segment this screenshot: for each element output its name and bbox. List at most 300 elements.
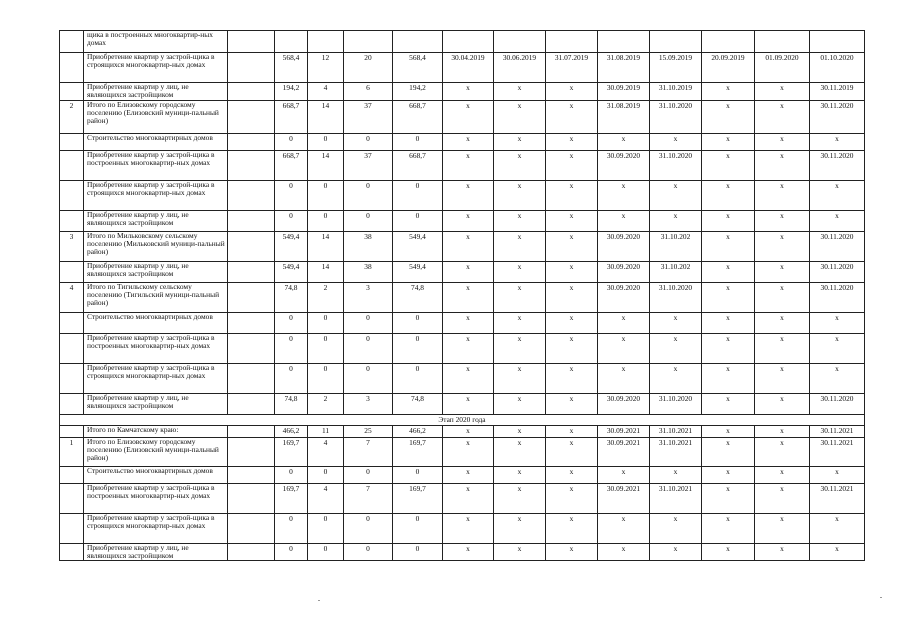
value-cell: x <box>546 467 598 484</box>
value-cell: 0 <box>344 134 393 151</box>
row-name-cell: Приобретение квартир у лиц, не являющихся застройщиком <box>84 544 228 561</box>
value-cell: 3 <box>344 283 393 313</box>
value-cell: x <box>546 262 598 283</box>
value-cell: 7 <box>344 484 393 514</box>
value-cell: x <box>443 426 494 438</box>
value-cell: x <box>443 101 494 134</box>
value-cell: x <box>546 514 598 544</box>
value-cell: 30.11.2020 <box>810 101 865 134</box>
value-cell: 0 <box>393 467 443 484</box>
value-cell <box>546 31 598 53</box>
value-cell: x <box>755 364 810 394</box>
row-name-cell: Итого по Мильковскому сельскому поселению (Мильковский муници-пальный район) <box>84 232 228 262</box>
empty-cell <box>228 101 275 134</box>
value-cell <box>275 31 308 53</box>
table-row <box>60 134 865 151</box>
value-cell: 0 <box>344 181 393 211</box>
value-cell: x <box>443 262 494 283</box>
table-row <box>60 83 865 101</box>
value-cell: x <box>443 83 494 101</box>
value-cell: x <box>702 364 755 394</box>
value-cell: x <box>755 83 810 101</box>
value-cell: 37 <box>344 151 393 181</box>
row-name-cell: Приобретение квартир у лиц, не являющихся застройщиком <box>84 262 228 283</box>
empty-cell <box>228 394 275 415</box>
value-cell: 0 <box>393 334 443 364</box>
table-body <box>60 31 865 561</box>
value-cell: 30.11.2020 <box>810 151 865 181</box>
value-cell: 01.09.2020 <box>755 53 810 83</box>
row-name-cell: Приобретение квартир у лиц, не являющихся застройщиком <box>84 83 228 101</box>
value-cell: x <box>755 514 810 544</box>
value-cell: x <box>546 232 598 262</box>
table-row <box>60 484 865 514</box>
value-cell: x <box>755 151 810 181</box>
value-cell: 31.10.2020 <box>650 151 702 181</box>
value-cell: 31.10.202 <box>650 232 702 262</box>
value-cell: 2 <box>308 283 344 313</box>
value-cell: 30.09.2020 <box>598 262 650 283</box>
value-cell: x <box>702 313 755 334</box>
value-cell <box>443 31 494 53</box>
value-cell: x <box>494 101 546 134</box>
value-cell: 30.11.2020 <box>810 262 865 283</box>
value-cell: x <box>443 467 494 484</box>
value-cell: x <box>702 181 755 211</box>
value-cell: 4 <box>308 438 344 467</box>
table-row <box>60 31 865 53</box>
row-number-cell <box>60 211 84 232</box>
value-cell: 30.11.2020 <box>810 283 865 313</box>
value-cell: 194,2 <box>393 83 443 101</box>
value-cell: x <box>598 181 650 211</box>
value-cell: 14 <box>308 101 344 134</box>
empty-cell <box>228 151 275 181</box>
value-cell: x <box>546 313 598 334</box>
value-cell: x <box>650 134 702 151</box>
value-cell: x <box>755 438 810 467</box>
value-cell: 0 <box>344 211 393 232</box>
value-cell: x <box>702 211 755 232</box>
value-cell: 31.10.2019 <box>650 83 702 101</box>
value-cell: 38 <box>344 232 393 262</box>
value-cell: 0 <box>308 334 344 364</box>
value-cell: 20 <box>344 53 393 83</box>
value-cell: x <box>494 262 546 283</box>
value-cell: x <box>650 313 702 334</box>
value-cell: 6 <box>344 83 393 101</box>
row-number-cell: 3 <box>60 232 84 262</box>
value-cell: x <box>494 484 546 514</box>
empty-cell <box>228 514 275 544</box>
value-cell: x <box>546 394 598 415</box>
value-cell: 31.10.2021 <box>650 484 702 514</box>
value-cell: 30.09.2019 <box>598 83 650 101</box>
value-cell: 0 <box>275 334 308 364</box>
value-cell: x <box>755 101 810 134</box>
table-row <box>60 313 865 334</box>
value-cell: x <box>546 484 598 514</box>
value-cell: 4 <box>308 484 344 514</box>
value-cell: x <box>494 334 546 364</box>
value-cell: 0 <box>308 313 344 334</box>
value-cell: 30.09.2020 <box>598 394 650 415</box>
value-cell: x <box>702 394 755 415</box>
value-cell: 169,7 <box>393 484 443 514</box>
empty-cell <box>228 262 275 283</box>
row-number-cell <box>60 364 84 394</box>
row-name-cell: Итого по Камчатскому краю: <box>84 426 228 438</box>
value-cell: x <box>650 514 702 544</box>
value-cell: x <box>443 181 494 211</box>
value-cell: 549,4 <box>393 262 443 283</box>
value-cell: x <box>810 514 865 544</box>
value-cell: 0 <box>275 364 308 394</box>
value-cell: 0 <box>393 181 443 211</box>
value-cell: x <box>443 484 494 514</box>
value-cell: x <box>702 83 755 101</box>
value-cell: 31.08.2019 <box>598 53 650 83</box>
value-cell: 3 <box>344 394 393 415</box>
value-cell: 0 <box>275 211 308 232</box>
value-cell: x <box>546 364 598 394</box>
value-cell: 74,8 <box>393 283 443 313</box>
value-cell: x <box>494 181 546 211</box>
stage-label: Этап 2020 года <box>60 415 865 426</box>
table-row <box>60 232 865 262</box>
empty-cell <box>228 364 275 394</box>
value-cell: 169,7 <box>275 438 308 467</box>
value-cell: 31.10.2020 <box>650 394 702 415</box>
value-cell: x <box>546 426 598 438</box>
value-cell: 194,2 <box>275 83 308 101</box>
value-cell: x <box>546 283 598 313</box>
value-cell: x <box>494 544 546 561</box>
empty-cell <box>228 313 275 334</box>
value-cell: 31.07.2019 <box>546 53 598 83</box>
row-name-cell: Приобретение квартир у застрой-щика в строящихся многоквартир-ных домах <box>84 53 228 83</box>
row-name-cell: Приобретение квартир у лиц, не являющихся застройщиком <box>84 394 228 415</box>
value-cell: x <box>755 334 810 364</box>
value-cell: 14 <box>308 262 344 283</box>
row-name-cell: Приобретение квартир у застрой-щика в построенных многоквартир-ных домах <box>84 151 228 181</box>
empty-cell <box>228 544 275 561</box>
value-cell: 0 <box>344 313 393 334</box>
value-cell: 7 <box>344 438 393 467</box>
empty-cell <box>228 484 275 514</box>
value-cell: x <box>810 313 865 334</box>
value-cell: 30.06.2019 <box>494 53 546 83</box>
value-cell: x <box>650 364 702 394</box>
value-cell: x <box>494 514 546 544</box>
table-row <box>60 283 865 313</box>
value-cell: 0 <box>344 544 393 561</box>
value-cell: x <box>650 211 702 232</box>
value-cell: x <box>598 211 650 232</box>
table-row <box>60 364 865 394</box>
value-cell: x <box>702 232 755 262</box>
row-name-cell: Итого по Тигильскому сельскому поселению (Тигильский муници-пальный район) <box>84 283 228 313</box>
value-cell: x <box>755 394 810 415</box>
value-cell: 74,8 <box>275 283 308 313</box>
value-cell: x <box>443 514 494 544</box>
value-cell: x <box>702 438 755 467</box>
table-row <box>60 334 865 364</box>
value-cell: 568,4 <box>393 53 443 83</box>
value-cell: 0 <box>393 364 443 394</box>
value-cell: 30.09.2021 <box>598 426 650 438</box>
value-cell: 74,8 <box>393 394 443 415</box>
value-cell: x <box>546 151 598 181</box>
value-cell: x <box>598 544 650 561</box>
value-cell: x <box>443 544 494 561</box>
value-cell: 11 <box>308 426 344 438</box>
value-cell: x <box>443 438 494 467</box>
row-number-cell <box>60 53 84 83</box>
table-row <box>60 426 865 438</box>
value-cell: 01.10.2020 <box>810 53 865 83</box>
value-cell: 0 <box>308 134 344 151</box>
value-cell: x <box>702 514 755 544</box>
row-name-cell: Итого по Елизовскому городскому поселению (Елизовский муници-пальный район) <box>84 438 228 467</box>
value-cell: x <box>702 544 755 561</box>
value-cell: 0 <box>393 134 443 151</box>
scan-speck <box>880 597 882 598</box>
value-cell: x <box>755 211 810 232</box>
value-cell: x <box>755 232 810 262</box>
empty-cell <box>228 134 275 151</box>
row-number-cell <box>60 467 84 484</box>
value-cell: x <box>443 313 494 334</box>
table-row <box>60 262 865 283</box>
value-cell: 30.11.2021 <box>810 426 865 438</box>
empty-cell <box>228 31 275 53</box>
value-cell: 31.10.2021 <box>650 426 702 438</box>
table-row <box>60 151 865 181</box>
value-cell: 0 <box>308 211 344 232</box>
value-cell: 30.09.2021 <box>598 438 650 467</box>
row-number-cell <box>60 31 84 53</box>
value-cell: x <box>494 313 546 334</box>
value-cell: x <box>702 283 755 313</box>
table-row <box>60 181 865 211</box>
value-cell: 31.10.2021 <box>650 438 702 467</box>
row-name-cell: Приобретение квартир у лиц, не являющихся застройщиком <box>84 211 228 232</box>
value-cell <box>393 31 443 53</box>
value-cell: x <box>702 262 755 283</box>
value-cell: 20.09.2019 <box>702 53 755 83</box>
value-cell: 31.10.2020 <box>650 283 702 313</box>
row-number-cell <box>60 514 84 544</box>
row-name-cell: Приобретение квартир у застрой-щика в строящихся многоквартир-ных домах <box>84 514 228 544</box>
value-cell: x <box>810 134 865 151</box>
value-cell: 169,7 <box>275 484 308 514</box>
value-cell: x <box>702 467 755 484</box>
value-cell: 74,8 <box>275 394 308 415</box>
value-cell: 549,4 <box>393 232 443 262</box>
value-cell: 0 <box>308 467 344 484</box>
value-cell: x <box>755 313 810 334</box>
value-cell: 30.04.2019 <box>443 53 494 83</box>
row-name-cell: Приобретение квартир у застрой-щика в строящихся многоквартир-ных домах <box>84 364 228 394</box>
value-cell: 37 <box>344 101 393 134</box>
row-number-cell <box>60 151 84 181</box>
value-cell: x <box>810 181 865 211</box>
value-cell: 30.11.2020 <box>810 394 865 415</box>
row-name-cell: Приобретение квартир у застрой-щика в построенных многоквартир-ных домах <box>84 334 228 364</box>
value-cell: x <box>755 467 810 484</box>
value-cell: x <box>546 334 598 364</box>
value-cell: 30.09.2021 <box>598 484 650 514</box>
value-cell: x <box>546 134 598 151</box>
value-cell: 0 <box>308 514 344 544</box>
value-cell: x <box>546 83 598 101</box>
value-cell: 0 <box>393 544 443 561</box>
row-name-cell: Строительство многоквартирных домов <box>84 313 228 334</box>
row-number-cell: 2 <box>60 101 84 134</box>
value-cell: 0 <box>308 364 344 394</box>
value-cell: x <box>598 313 650 334</box>
row-number-cell <box>60 181 84 211</box>
value-cell: x <box>702 134 755 151</box>
empty-cell <box>228 232 275 262</box>
value-cell: 31.08.2019 <box>598 101 650 134</box>
row-number-cell: 4 <box>60 283 84 313</box>
value-cell: 568,4 <box>275 53 308 83</box>
table-row <box>60 438 865 467</box>
value-cell: x <box>494 83 546 101</box>
value-cell: x <box>702 484 755 514</box>
value-cell: 30.09.2020 <box>598 283 650 313</box>
value-cell: 14 <box>308 151 344 181</box>
value-cell: x <box>443 151 494 181</box>
value-cell: x <box>810 334 865 364</box>
value-cell: x <box>494 467 546 484</box>
value-cell: x <box>494 134 546 151</box>
value-cell: 14 <box>308 232 344 262</box>
value-cell: 0 <box>344 334 393 364</box>
value-cell: x <box>494 426 546 438</box>
value-cell: x <box>598 514 650 544</box>
value-cell <box>810 31 865 53</box>
value-cell: 25 <box>344 426 393 438</box>
value-cell: x <box>494 364 546 394</box>
table-row <box>60 467 865 484</box>
value-cell: x <box>702 101 755 134</box>
value-cell: 0 <box>308 544 344 561</box>
value-cell: 549,4 <box>275 262 308 283</box>
value-cell <box>598 31 650 53</box>
value-cell: x <box>443 394 494 415</box>
value-cell: x <box>598 334 650 364</box>
value-cell: 0 <box>275 181 308 211</box>
value-cell: x <box>598 467 650 484</box>
value-cell: x <box>494 232 546 262</box>
value-cell: 0 <box>344 514 393 544</box>
value-cell: x <box>755 181 810 211</box>
row-name-cell: Строительство многоквартирных домов <box>84 134 228 151</box>
table-row <box>60 101 865 134</box>
row-number-cell <box>60 134 84 151</box>
value-cell: 31.10.202 <box>650 262 702 283</box>
table-row <box>60 394 865 415</box>
row-name-cell: щика в построенных многоквартир-ных домах <box>84 31 228 53</box>
table-row <box>60 53 865 83</box>
value-cell: 0 <box>308 181 344 211</box>
value-cell: 12 <box>308 53 344 83</box>
table-row <box>60 211 865 232</box>
value-cell: 668,7 <box>393 151 443 181</box>
value-cell: 30.09.2020 <box>598 232 650 262</box>
value-cell: x <box>546 211 598 232</box>
value-cell: x <box>650 334 702 364</box>
empty-cell <box>228 426 275 438</box>
empty-cell <box>228 438 275 467</box>
value-cell: 15.09.2019 <box>650 53 702 83</box>
value-cell: 30.11.2019 <box>810 83 865 101</box>
empty-cell <box>228 283 275 313</box>
value-cell: x <box>755 426 810 438</box>
value-cell: x <box>443 283 494 313</box>
value-cell: 0 <box>275 544 308 561</box>
value-cell: x <box>443 364 494 394</box>
value-cell: x <box>702 426 755 438</box>
value-cell: x <box>546 101 598 134</box>
value-cell <box>650 31 702 53</box>
value-cell: 30.11.2021 <box>810 484 865 514</box>
value-cell <box>755 31 810 53</box>
value-cell: x <box>494 211 546 232</box>
value-cell: 668,7 <box>393 101 443 134</box>
value-cell: 549,4 <box>275 232 308 262</box>
row-name-cell: Итого по Елизовскому городскому поселению (Елизовский муници-пальный район) <box>84 101 228 134</box>
row-number-cell <box>60 394 84 415</box>
row-number-cell <box>60 313 84 334</box>
row-number-cell <box>60 484 84 514</box>
row-number-cell <box>60 262 84 283</box>
row-name-cell: Приобретение квартир у застрой-щика в построенных многоквартир-ных домах <box>84 484 228 514</box>
value-cell: 668,7 <box>275 151 308 181</box>
value-cell: x <box>494 151 546 181</box>
value-cell: 30.11.2020 <box>810 232 865 262</box>
row-number-cell <box>60 334 84 364</box>
value-cell: 668,7 <box>275 101 308 134</box>
value-cell: 0 <box>275 313 308 334</box>
value-cell: x <box>702 334 755 364</box>
value-cell: 30.11.2021 <box>810 438 865 467</box>
value-cell <box>702 31 755 53</box>
value-cell: x <box>494 394 546 415</box>
value-cell: x <box>443 134 494 151</box>
row-number-cell <box>60 83 84 101</box>
empty-cell <box>228 181 275 211</box>
empty-cell <box>228 467 275 484</box>
value-cell: 0 <box>275 467 308 484</box>
value-cell: 4 <box>308 83 344 101</box>
value-cell: 169,7 <box>393 438 443 467</box>
value-cell: x <box>546 438 598 467</box>
value-cell: x <box>755 283 810 313</box>
table-row <box>60 544 865 561</box>
scan-speck <box>318 600 320 601</box>
value-cell: x <box>810 467 865 484</box>
row-number-cell <box>60 544 84 561</box>
value-cell: x <box>443 232 494 262</box>
row-name-cell: Строительство многоквартирных домов <box>84 467 228 484</box>
row-name-cell: Приобретение квартир у застрой-щика в строящихся многоквартир-ных домах <box>84 181 228 211</box>
value-cell: 2 <box>308 394 344 415</box>
value-cell: x <box>755 134 810 151</box>
